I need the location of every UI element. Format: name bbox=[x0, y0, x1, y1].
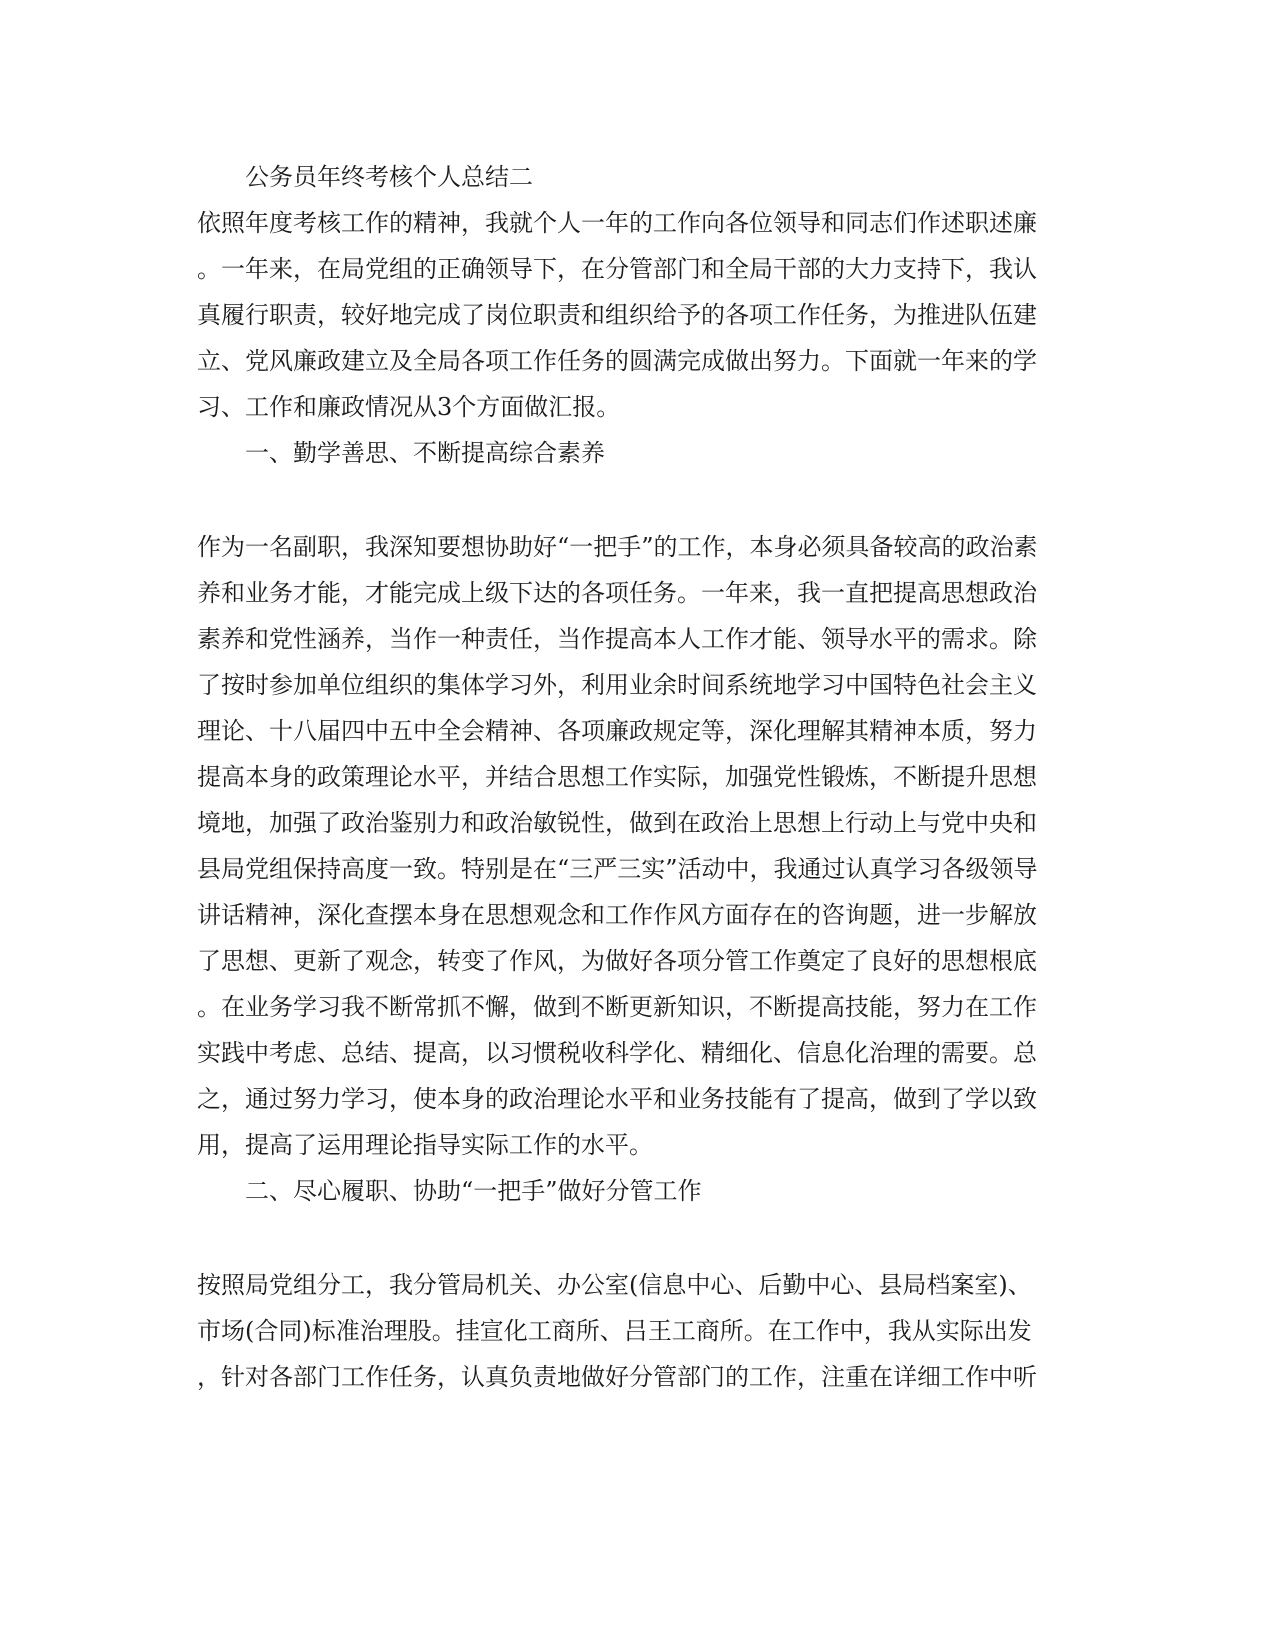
text-line: 讲话精神，深化查摆本身在思想观念和工作作风方面存在的咨询题，进一步解放 bbox=[197, 901, 1037, 929]
document-title: 公务员年终考核个人总结二 bbox=[245, 163, 533, 191]
text-line: 理论、十八届四中五中全会精神、各项廉政规定等，深化理解其精神本质，努力 bbox=[197, 717, 1037, 745]
text-line: 依照年度考核工作的精神，我就个人一年的工作向各位领导和同志们作述职述廉 bbox=[197, 209, 1037, 237]
text-line: 立、党风廉政建立及全局各项工作任务的圆满完成做出努力。下面就一年来的学 bbox=[197, 347, 1037, 375]
text-line: 了按时参加单位组织的集体学习外，利用业余时间系统地学习中国特色社会主义 bbox=[197, 671, 1037, 699]
text-line: 。一年来，在局党组的正确领导下，在分管部门和全局干部的大力支持下，我认 bbox=[197, 255, 1037, 283]
section-heading-2: 二、尽心履职、协助“一把手”做好分管工作 bbox=[245, 1177, 702, 1205]
text-line: 习、工作和廉政情况从3个方面做汇报。 bbox=[197, 393, 621, 421]
text-line: 素养和党性涵养，当作一种责任，当作提高本人工作才能、领导水平的需求。除 bbox=[197, 625, 1037, 653]
text-line: 提高本身的政策理论水平，并结合思想工作实际，加强党性锻炼，不断提升思想 bbox=[197, 763, 1037, 791]
text-line: 作为一名副职，我深知要想协助好“一把手”的工作，本身必须具备较高的政治素 bbox=[197, 533, 1038, 561]
text-line: 实践中考虑、总结、提高，以习惯税收科学化、精细化、信息化治理的需要。总 bbox=[197, 1039, 1037, 1067]
text-line: 境地，加强了政治鉴别力和政治敏锐性，做到在政治上思想上行动上与党中央和 bbox=[197, 809, 1037, 837]
text-line: 之，通过努力学习，使本身的政治理论水平和业务技能有了提高，做到了学以致 bbox=[197, 1085, 1037, 1113]
text-line: 养和业务才能，才能完成上级下达的各项任务。一年来，我一直把提高思想政治 bbox=[197, 579, 1037, 607]
text-line: 。在业务学习我不断常抓不懈，做到不断更新知识，不断提高技能，努力在工作 bbox=[197, 993, 1037, 1021]
text-line: ，针对各部门工作任务，认真负责地做好分管部门的工作，注重在详细工作中听 bbox=[197, 1363, 1037, 1391]
text-line: 了思想、更新了观念，转变了作风，为做好各项分管工作奠定了良好的思想根底 bbox=[197, 947, 1037, 975]
text-line: 县局党组保持高度一致。特别是在“三严三实”活动中，我通过认真学习各级领导 bbox=[197, 855, 1038, 883]
text-line: 市场(合同)标准治理股。挂宣化工商所、吕王工商所。在工作中，我从实际出发 bbox=[197, 1317, 1032, 1345]
text-line: 用，提高了运用理论指导实际工作的水平。 bbox=[197, 1131, 653, 1159]
text-line: 真履行职责，较好地完成了岗位职责和组织给予的各项工作任务，为推进队伍建 bbox=[197, 301, 1037, 329]
section-heading-1: 一、勤学善思、不断提高综合素养 bbox=[245, 439, 605, 467]
text-line: 按照局党组分工，我分管局机关、办公室(信息中心、后勤中心、县局档案室)、 bbox=[197, 1271, 1032, 1299]
